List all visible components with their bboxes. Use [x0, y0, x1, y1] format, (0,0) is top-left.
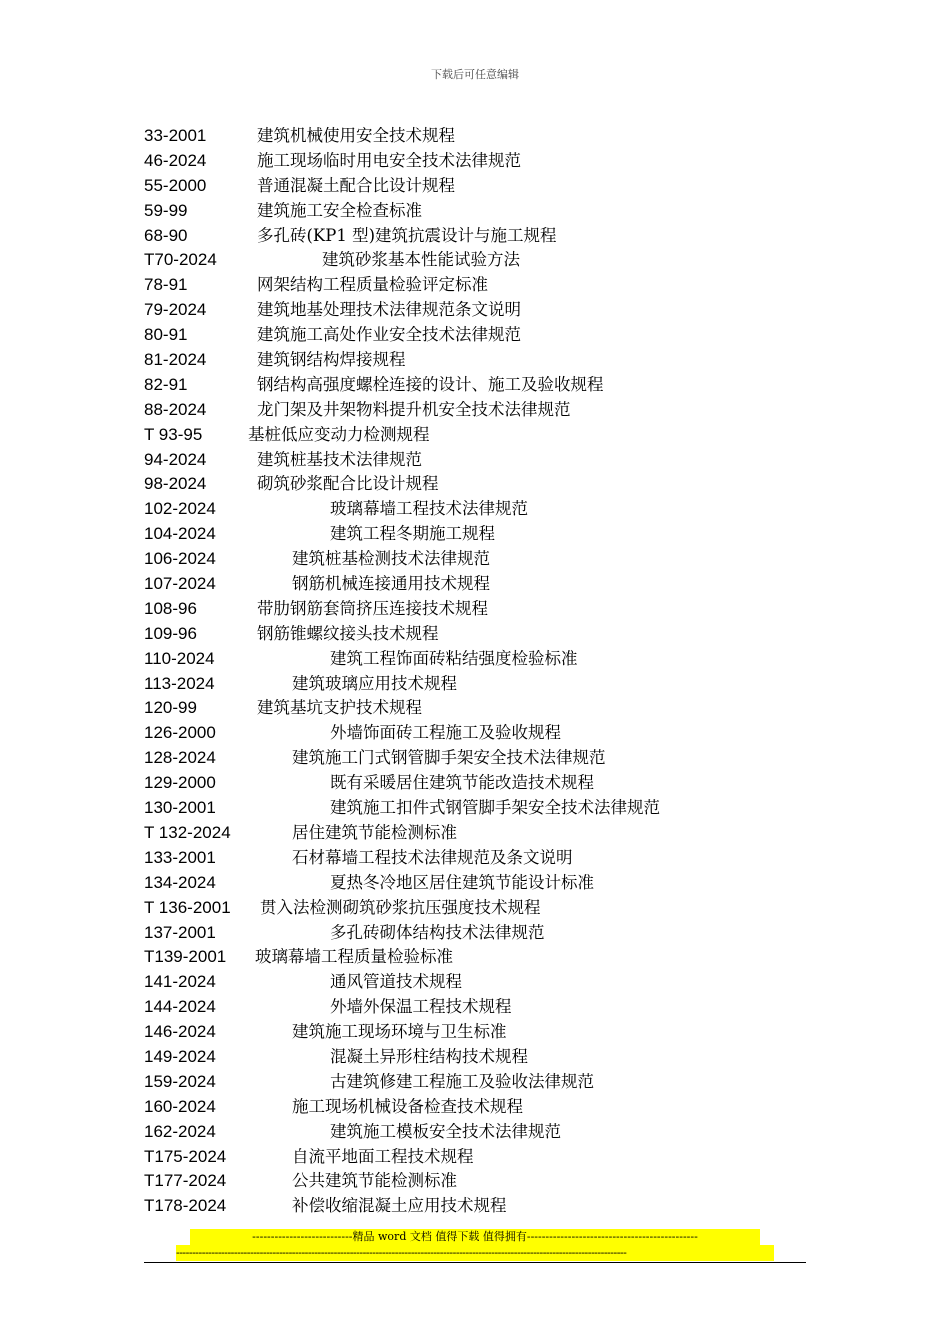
standard-title: 外墙饰面砖工程施工及验收规程 [330, 723, 561, 743]
list-item [0, 622, 950, 647]
standard-code: T178-2024 [144, 1196, 227, 1216]
standard-code: 141-2024 [144, 972, 216, 992]
list-item [0, 248, 950, 273]
standard-title: 外墙外保温工程技术规程 [330, 997, 512, 1017]
list-item [0, 821, 950, 846]
list-item [0, 398, 950, 423]
standards-list [0, 124, 950, 1219]
standard-title: 建筑玻璃应用技术规程 [292, 673, 457, 693]
list-item [0, 547, 950, 572]
list-item [0, 1145, 950, 1170]
standard-title: 建筑砂浆基本性能试验方法 [322, 250, 520, 270]
list-item [0, 472, 950, 497]
standard-code: 33-2001 [144, 126, 207, 145]
standard-code: 98-2024 [144, 474, 207, 494]
list-item [0, 124, 950, 149]
list-item [0, 323, 950, 348]
list-item [0, 497, 950, 522]
standard-code: 81-2024 [144, 350, 207, 370]
standard-code: 109-96 [144, 623, 197, 643]
standard-code: T139-2001 [144, 947, 227, 967]
list-item [0, 696, 950, 721]
standard-code: 134-2024 [144, 872, 216, 892]
standard-code: T177-2024 [144, 1171, 227, 1191]
standard-title: 多孔砖(KP1 型)建筑抗震设计与施工规程 [257, 225, 557, 245]
standard-title: 玻璃幕墙工程技术法律规范 [330, 499, 528, 519]
standard-title: 施工现场临时用电安全技术法律规范 [257, 150, 521, 170]
standard-title: 贯入法检测砌筑砂浆抗压强度技术规程 [260, 897, 541, 917]
list-item [0, 174, 950, 199]
list-item [0, 871, 950, 896]
standard-code: T 93-95 [144, 424, 203, 444]
standard-title: 钢筋机械连接通用技术规程 [292, 574, 490, 594]
standard-title: 建筑工程饰面砖粘结强度检验标准 [330, 648, 578, 668]
standard-code: 107-2024 [144, 574, 216, 594]
standard-title: 玻璃幕墙工程质量检验标准 [255, 947, 453, 967]
list-item [0, 921, 950, 946]
standard-title: 夏热冬冷地区居住建筑节能设计标准 [330, 872, 594, 892]
standard-title: 基桩低应变动力检测规程 [248, 424, 430, 444]
standard-title: 既有采暖居住建筑节能改造技术规程 [330, 773, 594, 793]
standard-code: 78-91 [144, 275, 188, 295]
list-item [0, 1120, 950, 1145]
standard-title: 建筑基坑支护技术规程 [257, 698, 422, 718]
standard-title: 建筑施工高处作业安全技术法律规范 [257, 325, 521, 345]
standard-code: 102-2024 [144, 499, 216, 519]
standard-title: 建筑施工门式钢管脚手架安全技术法律规范 [292, 748, 606, 768]
standard-code: 88-2024 [144, 399, 207, 419]
standard-code: 120-99 [144, 698, 197, 718]
standard-code: 137-2001 [144, 922, 216, 942]
standard-title: 建筑施工安全检查标准 [257, 200, 422, 220]
standard-code: 80-91 [144, 325, 188, 345]
standard-code: 126-2000 [144, 723, 216, 743]
page-header: 下载后可任意编辑 [431, 68, 519, 81]
standard-title: 施工现场机械设备检查技术规程 [292, 1096, 523, 1116]
list-item [0, 149, 950, 174]
standard-code: T175-2024 [144, 1146, 227, 1166]
standard-title: 建筑地基处理技术法律规范条文说明 [257, 300, 521, 320]
standard-code: 106-2024 [144, 549, 216, 569]
standard-title: 砌筑砂浆配合比设计规程 [257, 474, 439, 494]
list-item [0, 1095, 950, 1120]
list-item [0, 796, 950, 821]
list-item [0, 199, 950, 224]
standard-code: 133-2001 [144, 847, 216, 867]
standard-code: 82-91 [144, 374, 188, 394]
standard-title: 建筑工程冬期施工规程 [330, 524, 495, 544]
standard-title: 钢筋锥螺纹接头技术规程 [257, 623, 439, 643]
standard-code: 159-2024 [144, 1071, 216, 1091]
list-item [0, 348, 950, 373]
list-item [0, 746, 950, 771]
standard-code: 110-2024 [144, 648, 215, 668]
standard-code: 104-2024 [144, 524, 216, 544]
standard-title: 钢结构高强度螺栓连接的设计、施工及验收规程 [257, 374, 604, 394]
list-item [0, 273, 950, 298]
standard-code: T 136-2001 [144, 897, 231, 917]
standard-code: 149-2024 [144, 1046, 216, 1066]
list-item [0, 1020, 950, 1045]
standard-title: 建筑钢结构焊接规程 [257, 350, 406, 370]
standard-code: 68-90 [144, 225, 188, 245]
standard-code: T70-2024 [144, 250, 217, 270]
standard-title: 古建筑修建工程施工及验收法律规范 [330, 1071, 594, 1091]
standard-code: 160-2024 [144, 1096, 216, 1116]
list-item [0, 945, 950, 970]
list-item [0, 597, 950, 622]
standard-title: 公共建筑节能检测标准 [292, 1171, 457, 1191]
standard-title: 自流平地面工程技术规程 [292, 1146, 474, 1166]
standard-code: T 132-2024 [144, 822, 231, 842]
footer-banner [176, 1229, 774, 1261]
standard-title: 建筑桩基技术法律规范 [257, 449, 422, 469]
standard-code: 146-2024 [144, 1022, 216, 1042]
list-item [0, 448, 950, 473]
standard-title: 建筑施工模板安全技术法律规范 [330, 1121, 561, 1141]
standard-title: 多孔砖砌体结构技术法律规范 [330, 922, 545, 942]
standard-title: 补偿收缩混凝土应用技术规程 [292, 1196, 507, 1216]
list-item [0, 572, 950, 597]
standard-title: 石材幕墙工程技术法律规范及条文说明 [292, 847, 573, 867]
footer-dash-line: -------------------------------------------------------------------------------------------------------------------------------------------- [176, 1245, 774, 1261]
list-item [0, 522, 950, 547]
standard-title: 通风管道技术规程 [330, 972, 462, 992]
footer-highlight-line: ---------------------------精品 word 文档 值得下载 值得拥有---------------------------------------------- [190, 1229, 760, 1245]
standard-code: 144-2024 [144, 997, 216, 1017]
standard-title: 建筑机械使用安全技术规程 [257, 126, 455, 145]
list-item [0, 1194, 950, 1219]
standard-code: 162-2024 [144, 1121, 216, 1141]
list-item [0, 298, 950, 323]
standard-title: 混凝土异形柱结构技术规程 [330, 1046, 528, 1066]
standard-code: 130-2001 [144, 798, 216, 818]
list-item [0, 423, 950, 448]
standard-title: 带肋钢筋套筒挤压连接技术规程 [257, 598, 488, 618]
list-item [0, 970, 950, 995]
standard-code: 55-2000 [144, 175, 207, 195]
standard-title: 居住建筑节能检测标准 [292, 822, 457, 842]
list-item [0, 896, 950, 921]
standard-code: 46-2024 [144, 150, 207, 170]
list-item [0, 771, 950, 796]
footer-divider [144, 1262, 806, 1263]
standard-code: 79-2024 [144, 300, 207, 320]
standard-title: 建筑施工扣件式钢管脚手架安全技术法律规范 [330, 798, 660, 818]
list-item [0, 224, 950, 249]
standard-code: 128-2024 [144, 748, 216, 768]
list-item [0, 995, 950, 1020]
list-item [0, 373, 950, 398]
list-item [0, 1045, 950, 1070]
standard-title: 普通混凝土配合比设计规程 [257, 175, 455, 195]
standard-title: 龙门架及井架物料提升机安全技术法律规范 [257, 399, 571, 419]
standard-code: 113-2024 [144, 673, 215, 693]
standard-code: 108-96 [144, 598, 197, 618]
list-item [0, 1070, 950, 1095]
standard-code: 129-2000 [144, 773, 216, 793]
list-item [0, 721, 950, 746]
standard-code: 59-99 [144, 200, 188, 220]
list-item [0, 647, 950, 672]
list-item [0, 846, 950, 871]
list-item [0, 1169, 950, 1194]
standard-title: 建筑桩基检测技术法律规范 [292, 549, 490, 569]
list-item [0, 672, 950, 697]
standard-code: 94-2024 [144, 449, 207, 469]
standard-title: 建筑施工现场环境与卫生标准 [292, 1022, 507, 1042]
standard-title: 网架结构工程质量检验评定标准 [257, 275, 488, 295]
